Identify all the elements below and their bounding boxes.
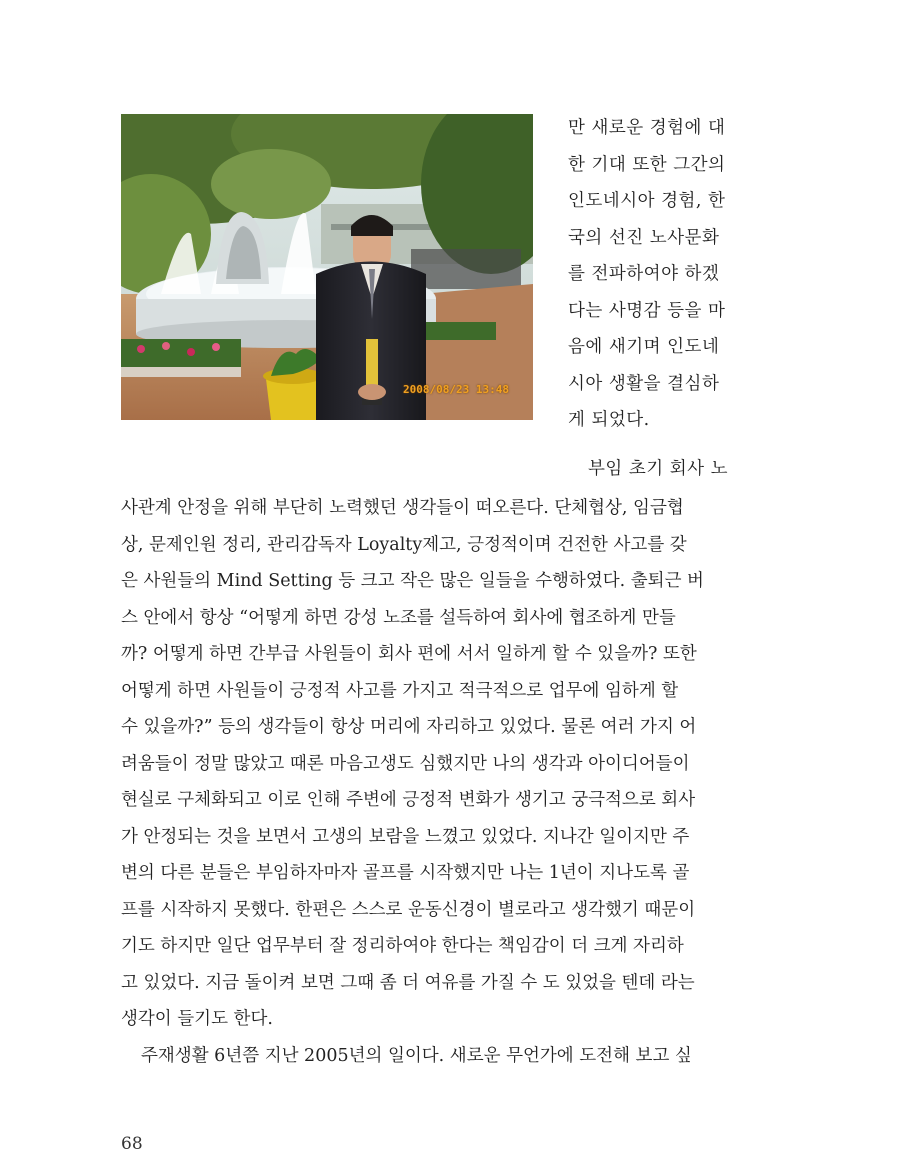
text-line: 음에 새기며 인도네 (568, 337, 720, 357)
text-line: 은 사원들의 Mind Setting 등 크고 작은 많은 일들을 수행하였다. 출퇴근 버 (121, 571, 704, 591)
text-line: 수 있을까?” 등의 생각들이 항상 머리에 자리하고 있었다. 물론 여러 가지 어 (121, 717, 697, 737)
text-line: 상, 문제인원 정리, 관리감독자 Loyalty제고, 긍정적이며 건전한 사고를 갖 (121, 534, 687, 555)
text-line: 를 전파하여야 하겠 (568, 264, 720, 284)
side-text-column (568, 110, 738, 439)
text-line: 사관계 안정을 위해 부단히 노력했던 생각들이 떠오른다. 단체협상, 임금협 (121, 498, 684, 518)
text-line: 스 안에서 항상 “어떻게 하면 강성 노조를 설득하여 회사에 협조하게 만들 (121, 607, 676, 628)
text-line: 어떻게 하면 사원들이 긍정적 사고를 가지고 적극적으로 업무에 임하게 할 (121, 680, 679, 701)
fountain-photo (121, 114, 533, 420)
text-line: 주재생활 6년쯤 지난 2005년의 일이다. 새로운 무언가에 도전해 보고 싶 (141, 1045, 692, 1066)
text-line: 려움들이 정말 많았고 때론 마음고생도 심했지만 나의 생각과 아이디어들이 (121, 753, 690, 774)
text-line: 기도 하지만 일단 업무부터 잘 정리하여야 한다는 책임감이 더 크게 자리하 (121, 936, 684, 956)
text-line: 현실로 구체화되고 이로 인해 주변에 긍정적 변화가 생기고 궁극적으로 회사 (121, 790, 696, 810)
page-number: 68 (121, 1134, 143, 1154)
paragraph-start-line: 부임 초기 회사 노 (588, 459, 729, 479)
text-line: 가 안정되는 것을 보면서 고생의 보람을 느꼈고 있었다. 지나간 일이지만 주 (121, 826, 690, 847)
text-line: 다는 사명감 등을 마 (568, 300, 726, 321)
text-line: 까? 어떻게 하면 간부급 사원들이 회사 편에 서서 일하게 할 수 있을까? 또한 (121, 644, 697, 664)
photo-illustration (121, 114, 533, 420)
text-line: 한 기대 또한 그간의 (568, 154, 726, 175)
text-line: 고 있었다. 지금 돌이켜 보면 그때 좀 더 여유를 가질 수 도 있었을 텐데 라는 (121, 972, 695, 993)
text-line: 게 되었다. (568, 410, 650, 430)
text-line: 인도네시아 경험, 한 (568, 191, 726, 211)
text-line: 국의 선진 노사문화 (568, 227, 720, 248)
text-line: 프를 시작하지 못했다. 한편은 스스로 운동신경이 별로라고 생각했기 때문이 (121, 899, 696, 920)
text-line: 시아 생활을 결심하 (568, 373, 720, 394)
text-line: 생각이 들기도 한다. (121, 1009, 273, 1029)
text-line: 변의 다른 분들은 부임하자마자 골프를 시작했지만 나는 1년이 지나도록 골 (121, 863, 690, 883)
body-text (121, 490, 741, 1074)
text-line: 만 새로운 경험에 대 (568, 118, 726, 138)
photo-timestamp: 2008/08/23 13:48 (403, 383, 509, 396)
